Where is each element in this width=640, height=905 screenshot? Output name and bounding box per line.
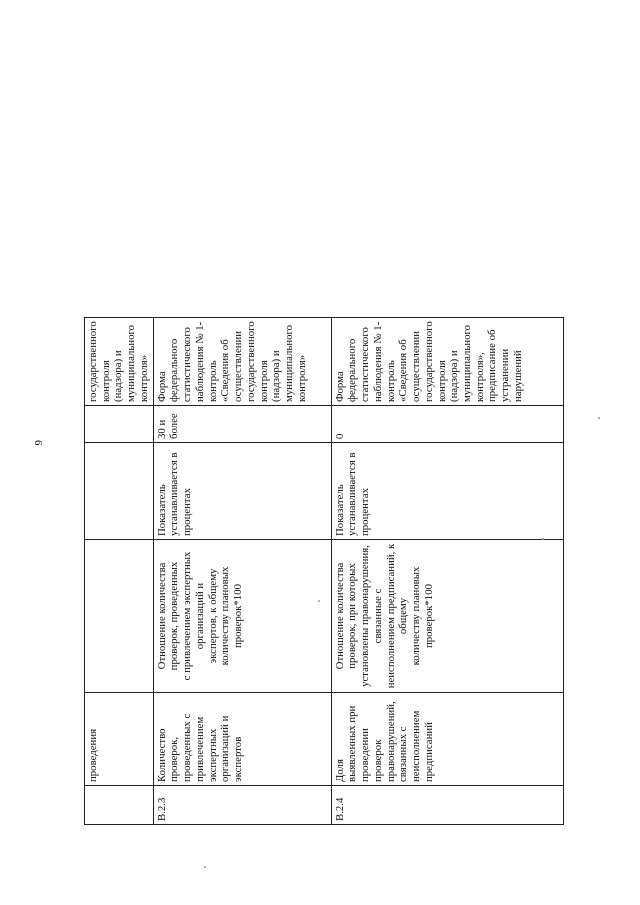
scan-speck — [542, 538, 544, 540]
scan-speck — [318, 600, 320, 602]
table-cell-source: Форма федерального статистического наблюдения № 1- контроль «Сведения об осуществлении государственного контроля (надзора) и муниципального контроля», предписание об устранении нарушений — [331, 318, 563, 406]
table-cell-formula: Отношение количества проверок, проведенных с привлечением экспертных организаций и экспертов, к общему количеству плановых проверок*100 — [153, 540, 331, 693]
table-cell-name: Количество проверок, проведенных с привлечением экспертных организаций и экспертов — [153, 693, 331, 786]
table-cell-target: 0 — [331, 406, 563, 443]
table-cell-number: В.2.3 — [153, 786, 331, 825]
table-cell-target: 30 и более — [153, 406, 331, 443]
table-header-row — [85, 318, 154, 825]
table-cell-source: государственного контроля (надзора) и муниципального контроля» — [85, 318, 154, 406]
scan-speck — [204, 866, 206, 868]
table-cell-number — [85, 786, 154, 825]
scan-speck — [598, 417, 600, 419]
page-number: 6 — [32, 440, 44, 446]
table-cell-name: проведения — [85, 693, 154, 786]
table-row — [153, 318, 331, 825]
table-cell-target — [85, 406, 154, 443]
table-cell-formula: Отношение количества проверок, при которых установлены правонарушения, связанные с неисполнением предписаний, к общему количеству плановых проверок*100 — [331, 540, 563, 693]
table-cell-formula — [85, 540, 154, 693]
table-cell-number: В.2.4 — [331, 786, 563, 825]
table-cell-unit: Показатель устанавливается в процентах — [153, 443, 331, 540]
table-cell-unit: Показатель устанавливается в процентах — [331, 443, 563, 540]
table-row — [331, 318, 563, 825]
table-cell-unit — [85, 443, 154, 540]
indicator-table — [84, 317, 564, 825]
table-cell-source: Форма федерального статистического наблюдения № 1- контроль «Сведения об осуществлении государственного контроля (надзора) и муниципального контроля» — [153, 318, 331, 406]
table-cell-name: Доля выявленных при проведении проверок правонарушений, связанных с неисполнением предписаний — [331, 693, 563, 786]
